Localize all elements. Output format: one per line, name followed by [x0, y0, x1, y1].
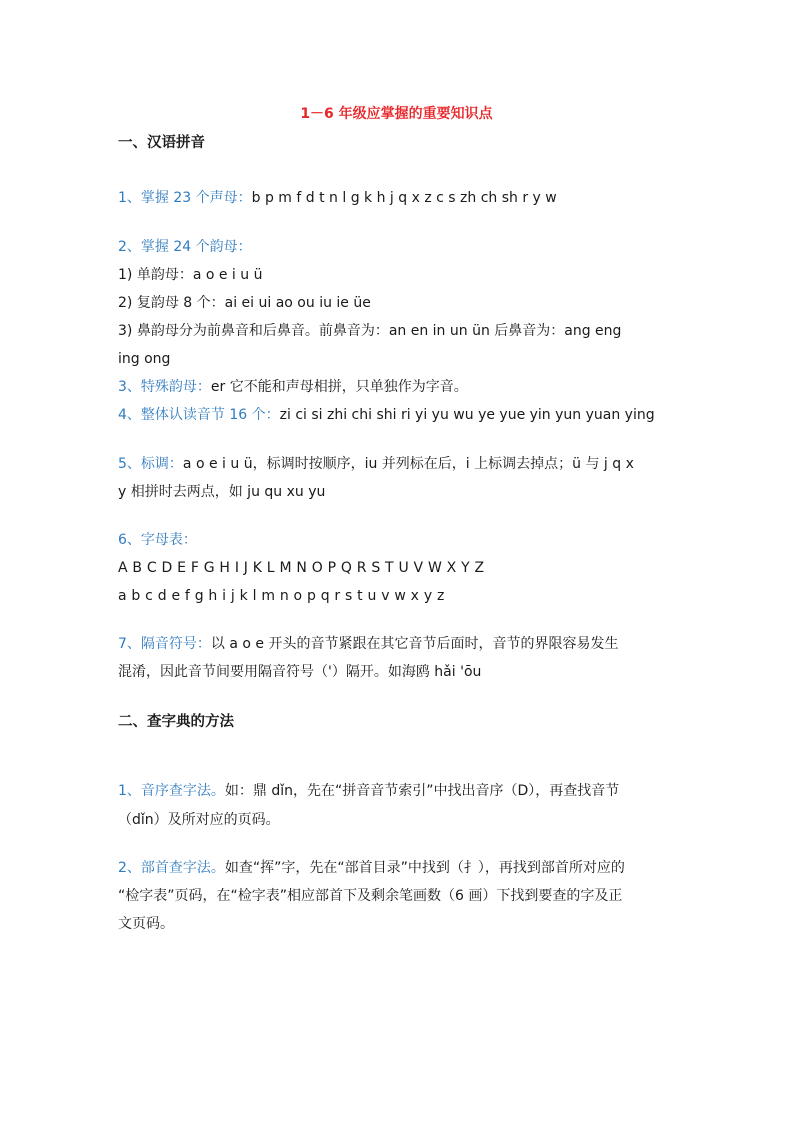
item-alphabet-label: 6、字母表：: [118, 532, 197, 548]
item-finals-line-1: 1) 单韵母：a o e i u ü: [118, 267, 263, 283]
item-text: 如查“挥”字，先在“部首目录”中找到（扌），再找到部首所对应的: [224, 860, 625, 876]
item-radical-lookup-line-2: “检字表”页码，在“检字表”相应部首下及剩余笔画数（6 画）下找到要查的字及正: [118, 888, 623, 904]
item-label: 5、标调：: [118, 456, 183, 472]
item-separator-mark: [118, 634, 678, 654]
item-finals-line-2: 2) 复韵母 8 个：ai ei ui ao ou iu ie üe: [118, 295, 371, 311]
alphabet-uppercase: A B C D E F G H I J K L M N O P Q R S T U V W X Y Z: [118, 560, 485, 576]
item-finals-line-3: 3) 鼻韵母分为前鼻音和后鼻音。前鼻音为：an en in un ün 后鼻音为：ang eng: [118, 323, 622, 339]
item-whole-syllables: [118, 405, 678, 425]
item-text: 如：鼎 dǐn，先在“拼音音节索引”中找出音序（D），再查找音节: [224, 783, 620, 799]
item-label: 4、整体认读音节 16 个：: [118, 407, 280, 423]
item-separator-mark-line-2: 混淆，因此音节间要用隔音符号（'）隔开。如海鸥 hǎi 'ōu: [118, 664, 482, 680]
item-radical-lookup-line-3: 文页码。: [118, 916, 174, 932]
item-text: a o e i u ü，标调时按顺序，iu 并列标在后，i 上标调去掉点；ü 与 j q x: [182, 456, 634, 472]
alphabet-lowercase: a b c d e f g h i j k l m n o p q r s t u v w x y z: [118, 588, 445, 604]
item-tone-marks-line-2: y 相拼时去两点，如 ju qu xu yu: [118, 484, 326, 500]
item-finals-label: 2、掌握 24 个韵母：: [118, 239, 252, 255]
item-label: 7、隔音符号：: [118, 636, 211, 652]
item-finals-line-4: ing ong: [118, 351, 171, 367]
item-text: b p m f d t n l g k h j q x z c s zh ch sh r y w: [251, 190, 557, 206]
section-heading-pinyin: 一、汉语拼音: [118, 135, 205, 151]
item-text: er 它不能和声母相拼，只单独作为字音。: [210, 379, 468, 395]
section-heading-dictionary: 二、查字典的方法: [118, 714, 234, 730]
item-phonetic-lookup: [118, 781, 678, 801]
item-special-final: [118, 377, 678, 397]
item-phonetic-lookup-line-2: （dǐn）及所对应的页码。: [118, 812, 280, 828]
item-initials: [118, 188, 678, 208]
item-tone-marks: [118, 454, 678, 474]
item-label: 1、掌握 23 个声母：: [118, 190, 252, 206]
item-text: zi ci si zhi chi shi ri yi yu wu ye yue yin yun yuan ying: [279, 407, 655, 423]
item-text: 以 a o e 开头的音节紧跟在其它音节后面时，音节的界限容易发生: [210, 636, 619, 652]
item-radical-lookup: [118, 858, 678, 878]
item-label: 2、部首查字法。: [118, 860, 225, 876]
page-title: 1－6 年级应掌握的重要知识点: [300, 106, 493, 122]
item-label: 3、特殊韵母：: [118, 379, 211, 395]
item-label: 1、音序查字法。: [118, 783, 225, 799]
